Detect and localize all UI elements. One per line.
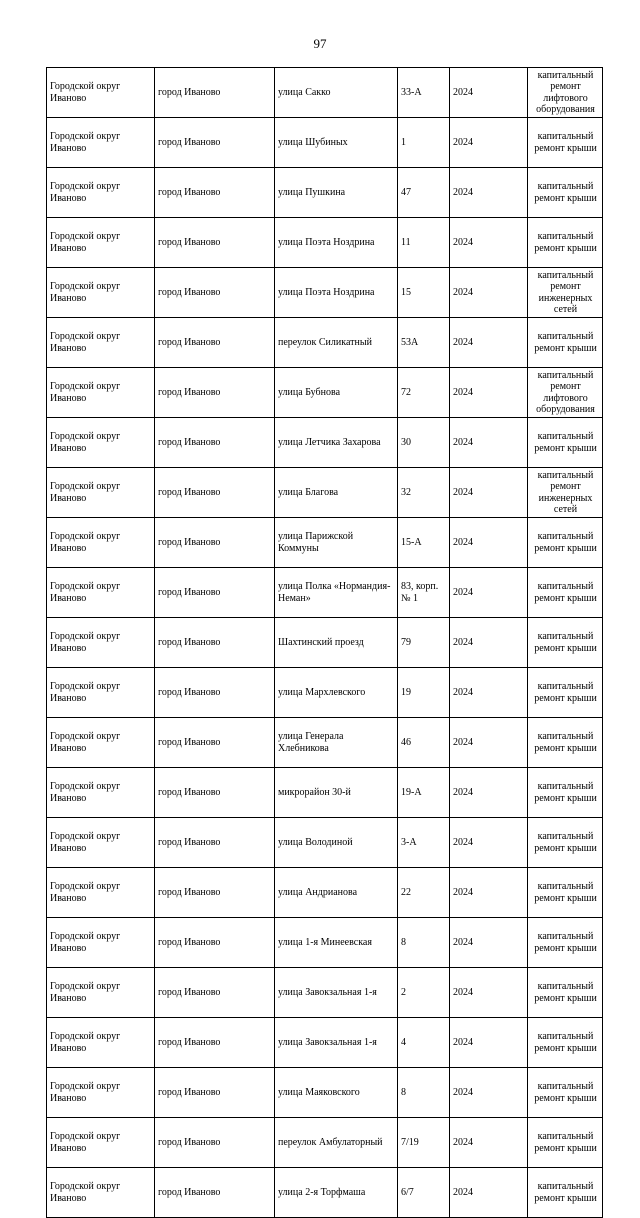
house-number-cell: 11	[398, 218, 450, 268]
year-cell: 2024	[450, 68, 528, 118]
work-type-cell: капитальный ремонт крыши	[528, 668, 603, 718]
street-cell: улица Пушкина	[275, 168, 398, 218]
street-cell: улица Володиной	[275, 818, 398, 868]
city-cell: город Иваново	[155, 1118, 275, 1168]
year-cell: 2024	[450, 1168, 528, 1218]
table-body	[47, 68, 603, 1218]
district-cell: Городской округ Иваново	[47, 368, 155, 418]
year-cell: 2024	[450, 768, 528, 818]
city-cell: город Иваново	[155, 768, 275, 818]
table-row	[47, 718, 603, 768]
city-cell: город Иваново	[155, 118, 275, 168]
year-cell: 2024	[450, 1068, 528, 1118]
district-cell: Городской округ Иваново	[47, 1168, 155, 1218]
street-cell: улица Завокзальная 1-я	[275, 1018, 398, 1068]
work-type-cell: капитальный ремонт инженерных сетей	[528, 268, 603, 318]
city-cell: город Иваново	[155, 518, 275, 568]
table-row	[47, 768, 603, 818]
year-cell: 2024	[450, 168, 528, 218]
street-cell: улица Андрианова	[275, 868, 398, 918]
house-number-cell: 79	[398, 618, 450, 668]
house-number-cell: 33-А	[398, 68, 450, 118]
repair-schedule-table	[46, 67, 603, 1218]
table-row	[47, 268, 603, 318]
table-row	[47, 868, 603, 918]
district-cell: Городской округ Иваново	[47, 868, 155, 918]
work-type-cell: капитальный ремонт крыши	[528, 1118, 603, 1168]
street-cell: переулок Силикатный	[275, 318, 398, 368]
street-cell: улица Сакко	[275, 68, 398, 118]
street-cell: улица Полка «Нормандия-Неман»	[275, 568, 398, 618]
work-type-cell: капитальный ремонт крыши	[528, 918, 603, 968]
district-cell: Городской округ Иваново	[47, 168, 155, 218]
street-cell: улица Шубиных	[275, 118, 398, 168]
year-cell: 2024	[450, 418, 528, 468]
table-row	[47, 568, 603, 618]
year-cell: 2024	[450, 968, 528, 1018]
work-type-cell: капитальный ремонт крыши	[528, 418, 603, 468]
work-type-cell: капитальный ремонт крыши	[528, 168, 603, 218]
district-cell: Городской округ Иваново	[47, 1118, 155, 1168]
table-row	[47, 618, 603, 668]
street-cell: улица Маяковского	[275, 1068, 398, 1118]
city-cell: город Иваново	[155, 368, 275, 418]
street-cell: улица 1-я Минеевская	[275, 918, 398, 968]
house-number-cell: 4	[398, 1018, 450, 1068]
district-cell: Городской округ Иваново	[47, 818, 155, 868]
table-row	[47, 518, 603, 568]
table-row	[47, 818, 603, 868]
district-cell: Городской округ Иваново	[47, 918, 155, 968]
year-cell: 2024	[450, 1018, 528, 1068]
street-cell: улица Благова	[275, 468, 398, 518]
city-cell: город Иваново	[155, 618, 275, 668]
house-number-cell: 15-А	[398, 518, 450, 568]
city-cell: город Иваново	[155, 318, 275, 368]
city-cell: город Иваново	[155, 218, 275, 268]
table-row	[47, 68, 603, 118]
city-cell: город Иваново	[155, 1018, 275, 1068]
work-type-cell: капитальный ремонт крыши	[528, 718, 603, 768]
house-number-cell: 83, корп. № 1	[398, 568, 450, 618]
district-cell: Городской округ Иваново	[47, 118, 155, 168]
district-cell: Городской округ Иваново	[47, 1068, 155, 1118]
house-number-cell: 3-А	[398, 818, 450, 868]
district-cell: Городской округ Иваново	[47, 1018, 155, 1068]
house-number-cell: 47	[398, 168, 450, 218]
table-row	[47, 468, 603, 518]
work-type-cell: капитальный ремонт крыши	[528, 1068, 603, 1118]
table-row	[47, 168, 603, 218]
work-type-cell: капитальный ремонт инженерных сетей	[528, 468, 603, 518]
table-row	[47, 968, 603, 1018]
year-cell: 2024	[450, 518, 528, 568]
year-cell: 2024	[450, 218, 528, 268]
city-cell: город Иваново	[155, 68, 275, 118]
house-number-cell: 72	[398, 368, 450, 418]
year-cell: 2024	[450, 268, 528, 318]
table-row	[47, 1018, 603, 1068]
city-cell: город Иваново	[155, 668, 275, 718]
year-cell: 2024	[450, 668, 528, 718]
district-cell: Городской округ Иваново	[47, 768, 155, 818]
table-row	[47, 418, 603, 468]
house-number-cell: 15	[398, 268, 450, 318]
city-cell: город Иваново	[155, 868, 275, 918]
house-number-cell: 6/7	[398, 1168, 450, 1218]
city-cell: город Иваново	[155, 568, 275, 618]
work-type-cell: капитальный ремонт крыши	[528, 318, 603, 368]
house-number-cell: 7/19	[398, 1118, 450, 1168]
table-row	[47, 368, 603, 418]
street-cell: Шахтинский проезд	[275, 618, 398, 668]
city-cell: город Иваново	[155, 818, 275, 868]
district-cell: Городской округ Иваново	[47, 518, 155, 568]
street-cell: переулок Амбулаторный	[275, 1118, 398, 1168]
work-type-cell: капитальный ремонт крыши	[528, 518, 603, 568]
table-row	[47, 1118, 603, 1168]
district-cell: Городской округ Иваново	[47, 718, 155, 768]
city-cell: город Иваново	[155, 918, 275, 968]
street-cell: улица Завокзальная 1-я	[275, 968, 398, 1018]
work-type-cell: капитальный ремонт крыши	[528, 1018, 603, 1068]
house-number-cell: 2	[398, 968, 450, 1018]
year-cell: 2024	[450, 318, 528, 368]
district-cell: Городской округ Иваново	[47, 468, 155, 518]
work-type-cell: капитальный ремонт лифтового оборудования	[528, 368, 603, 418]
house-number-cell: 19	[398, 668, 450, 718]
district-cell: Городской округ Иваново	[47, 668, 155, 718]
house-number-cell: 8	[398, 1068, 450, 1118]
table-row	[47, 1168, 603, 1218]
street-cell: улица 2-я Торфмаша	[275, 1168, 398, 1218]
street-cell: улица Генерала Хлебникова	[275, 718, 398, 768]
work-type-cell: капитальный ремонт крыши	[528, 968, 603, 1018]
street-cell: улица Поэта Ноздрина	[275, 268, 398, 318]
table-row	[47, 668, 603, 718]
city-cell: город Иваново	[155, 168, 275, 218]
table-row	[47, 318, 603, 368]
house-number-cell: 19-А	[398, 768, 450, 818]
house-number-cell: 30	[398, 418, 450, 468]
district-cell: Городской округ Иваново	[47, 268, 155, 318]
work-type-cell: капитальный ремонт крыши	[528, 618, 603, 668]
city-cell: город Иваново	[155, 968, 275, 1018]
district-cell: Городской округ Иваново	[47, 968, 155, 1018]
year-cell: 2024	[450, 618, 528, 668]
city-cell: город Иваново	[155, 418, 275, 468]
street-cell: улица Летчика Захарова	[275, 418, 398, 468]
house-number-cell: 8	[398, 918, 450, 968]
city-cell: город Иваново	[155, 718, 275, 768]
year-cell: 2024	[450, 718, 528, 768]
table-row	[47, 218, 603, 268]
work-type-cell: капитальный ремонт крыши	[528, 218, 603, 268]
year-cell: 2024	[450, 118, 528, 168]
house-number-cell: 53А	[398, 318, 450, 368]
house-number-cell: 22	[398, 868, 450, 918]
table-row	[47, 118, 603, 168]
street-cell: микрорайон 30-й	[275, 768, 398, 818]
street-cell: улица Мархлевского	[275, 668, 398, 718]
district-cell: Городской округ Иваново	[47, 418, 155, 468]
work-type-cell: капитальный ремонт лифтового оборудования	[528, 68, 603, 118]
house-number-cell: 32	[398, 468, 450, 518]
work-type-cell: капитальный ремонт крыши	[528, 768, 603, 818]
year-cell: 2024	[450, 1118, 528, 1168]
year-cell: 2024	[450, 918, 528, 968]
district-cell: Городской округ Иваново	[47, 568, 155, 618]
city-cell: город Иваново	[155, 468, 275, 518]
year-cell: 2024	[450, 868, 528, 918]
district-cell: Городской округ Иваново	[47, 618, 155, 668]
table-row	[47, 1068, 603, 1118]
district-cell: Городской округ Иваново	[47, 218, 155, 268]
district-cell: Городской округ Иваново	[47, 68, 155, 118]
street-cell: улица Парижской Коммуны	[275, 518, 398, 568]
work-type-cell: капитальный ремонт крыши	[528, 1168, 603, 1218]
street-cell: улица Поэта Ноздрина	[275, 218, 398, 268]
city-cell: город Иваново	[155, 268, 275, 318]
city-cell: город Иваново	[155, 1068, 275, 1118]
house-number-cell: 46	[398, 718, 450, 768]
district-cell: Городской округ Иваново	[47, 318, 155, 368]
year-cell: 2024	[450, 818, 528, 868]
work-type-cell: капитальный ремонт крыши	[528, 868, 603, 918]
work-type-cell: капитальный ремонт крыши	[528, 118, 603, 168]
year-cell: 2024	[450, 468, 528, 518]
page-number: 97	[313, 36, 327, 51]
city-cell: город Иваново	[155, 1168, 275, 1218]
year-cell: 2024	[450, 568, 528, 618]
house-number-cell: 1	[398, 118, 450, 168]
year-cell: 2024	[450, 368, 528, 418]
work-type-cell: капитальный ремонт крыши	[528, 818, 603, 868]
work-type-cell: капитальный ремонт крыши	[528, 568, 603, 618]
street-cell: улица Бубнова	[275, 368, 398, 418]
table-row	[47, 918, 603, 968]
